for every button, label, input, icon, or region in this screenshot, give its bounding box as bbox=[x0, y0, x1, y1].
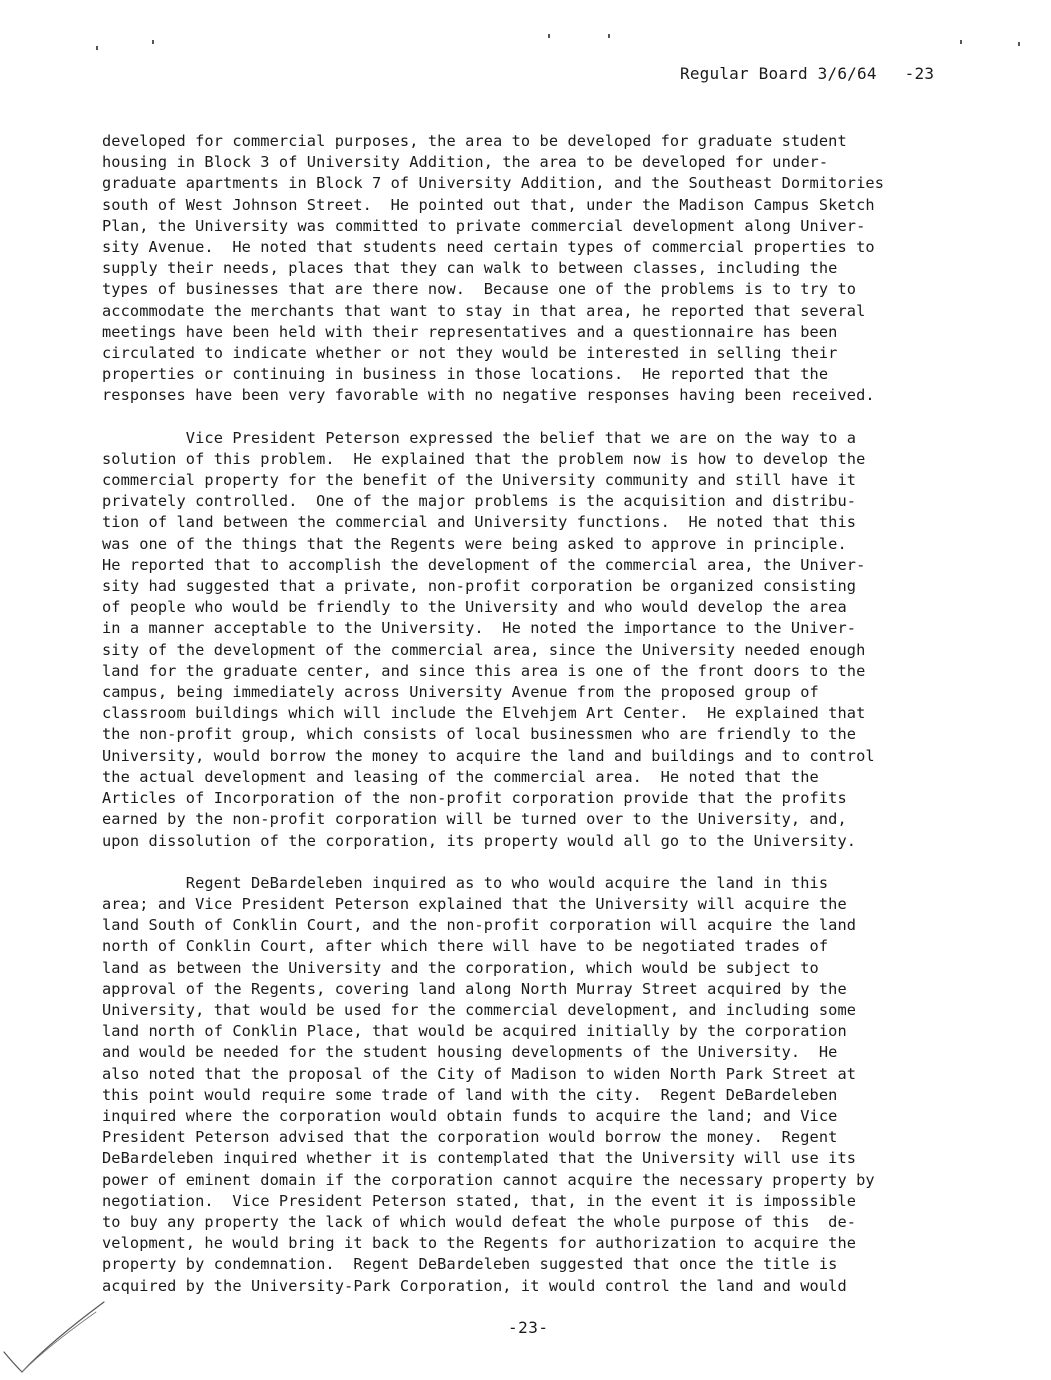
text-line: He reported that to accomplish the development of the commercial area, the Univer- bbox=[102, 555, 866, 574]
paragraph bbox=[102, 131, 1002, 407]
text-line: tion of land between the commercial and University functions. He noted that this bbox=[102, 513, 857, 532]
text-line: meetings have been held with their representatives and a questionnaire has been bbox=[102, 322, 838, 341]
text-line: commercial property for the benefit of the University community and still have it bbox=[102, 471, 857, 490]
text-line: President Peterson advised that the corporation would borrow the money. Regent bbox=[102, 1128, 838, 1147]
pencil-check-mark bbox=[0, 1290, 110, 1380]
text-line: classroom buildings which will include the Elvehjem Art Center. He explained that bbox=[102, 704, 866, 723]
text-line: privately controlled. One of the major problems is the acquisition and distribu- bbox=[102, 492, 857, 511]
text-line: properties or continuing in business in those locations. He reported that the bbox=[102, 365, 829, 384]
text-line: in a manner acceptable to the University. He noted the importance to the Univer- bbox=[102, 619, 857, 638]
scan-speck bbox=[1018, 42, 1020, 46]
text-line: sity of the development of the commercial area, since the University needed enough bbox=[102, 640, 866, 659]
text-line: developed for commercial purposes, the area to be developed for graduate student bbox=[102, 132, 847, 150]
text-line: acquired by the University-Park Corporation, it would control the land and would bbox=[102, 1276, 847, 1295]
text-line: velopment, he would bring it back to the Regents for authorization to acquire the bbox=[102, 1234, 857, 1253]
text-line: also noted that the proposal of the City of Madison to widen North Park Street at bbox=[102, 1064, 857, 1083]
paragraph bbox=[102, 873, 1002, 1297]
text-line: land South of Conklin Court, and the non-profit corporation will acquire the land bbox=[102, 916, 857, 935]
text-line: sity had suggested that a private, non-profit corporation be organized consisting bbox=[102, 577, 857, 596]
text-line: south of West Johnson Street. He pointed out that, under the Madison Campus Sketch bbox=[102, 195, 875, 214]
text-line: power of eminent domain if the corporation cannot acquire the necessary property by bbox=[102, 1170, 875, 1189]
text-line: sity Avenue. He noted that students need certain types of commercial properties to bbox=[102, 238, 875, 257]
text-line: upon dissolution of the corporation, its property would all go to the University. bbox=[102, 831, 857, 850]
text-line: of people who would be friendly to the University and who would develop the area bbox=[102, 598, 847, 617]
scan-speck bbox=[608, 34, 610, 38]
scan-speck bbox=[152, 40, 154, 44]
text-line: was one of the things that the Regents were being asked to approve in principle. bbox=[102, 534, 847, 553]
header-title: Regular Board 3/6/64 bbox=[680, 64, 877, 83]
scan-speck bbox=[96, 46, 98, 50]
header-page-ref: -23 bbox=[904, 64, 935, 83]
text-line: responses have been very favorable with no negative responses having been received. bbox=[102, 386, 875, 405]
text-line: to buy any property the lack of which would defeat the whole purpose of this de- bbox=[102, 1212, 857, 1231]
text-line: this point would require some trade of land with the city. Regent DeBardeleben bbox=[102, 1085, 838, 1104]
text-line: land for the graduate center, and since this area is one of the front doors to the bbox=[102, 661, 866, 680]
text-line: types of businesses that are there now. Because one of the problems is to try to bbox=[102, 280, 857, 299]
text-line: and would be needed for the student housing developments of the University. He bbox=[102, 1043, 838, 1062]
text-line: approval of the Regents, covering land along North Murray Street acquired by the bbox=[102, 979, 847, 998]
text-line: Regent DeBardeleben inquired as to who would acquire the land in this bbox=[102, 873, 829, 892]
text-line: housing in Block 3 of University Addition, the area to be developed for under- bbox=[102, 153, 829, 172]
text-line: University, that would be used for the commercial development, and including some bbox=[102, 1000, 857, 1019]
text-line: earned by the non-profit corporation will be turned over to the University, and, bbox=[102, 810, 847, 829]
text-line: supply their needs, places that they can walk to between classes, including the bbox=[102, 259, 838, 278]
text-line: solution of this problem. He explained that the problem now is how to develop the bbox=[102, 449, 866, 468]
text-line: land north of Conklin Place, that would be acquired initially by the corporation bbox=[102, 1022, 847, 1041]
text-line: Vice President Peterson expressed the belief that we are on the way to a bbox=[102, 428, 857, 447]
document-body bbox=[102, 131, 1002, 1318]
text-line: the non-profit group, which consists of local businessmen who are friendly to the bbox=[102, 725, 857, 744]
text-line: the actual development and leasing of the commercial area. He noted that the bbox=[102, 767, 819, 786]
page-header bbox=[680, 64, 934, 83]
text-line: negotiation. Vice President Peterson stated, that, in the event it is impossible bbox=[102, 1191, 857, 1210]
text-line: north of Conklin Court, after which there will have to be negotiated trades of bbox=[102, 937, 829, 956]
text-line: area; and Vice President Peterson explained that the University will acquire the bbox=[102, 894, 847, 913]
text-line: University, would borrow the money to acquire the land and buildings and to control bbox=[102, 746, 875, 765]
text-line: Articles of Incorporation of the non-profit corporation provide that the profits bbox=[102, 789, 847, 808]
text-line: Plan, the University was committed to private commercial development along Univer- bbox=[102, 216, 866, 235]
text-line: land as between the University and the corporation, which would be subject to bbox=[102, 958, 819, 977]
paragraph bbox=[102, 428, 1002, 852]
page-footer-number: -23- bbox=[508, 1318, 549, 1337]
scan-speck bbox=[548, 34, 550, 38]
scan-speck bbox=[960, 40, 962, 44]
text-line: accommodate the merchants that want to stay in that area, he reported that several bbox=[102, 301, 866, 320]
text-line: DeBardeleben inquired whether it is contemplated that the University will use its bbox=[102, 1149, 857, 1168]
text-line: inquired where the corporation would obtain funds to acquire the land; and Vice bbox=[102, 1106, 838, 1125]
text-line: campus, being immediately across University Avenue from the proposed group of bbox=[102, 683, 819, 702]
text-line: circulated to indicate whether or not they would be interested in selling their bbox=[102, 344, 838, 363]
text-line: property by condemnation. Regent DeBardeleben suggested that once the title is bbox=[102, 1255, 838, 1274]
text-line: graduate apartments in Block 7 of University Addition, and the Southeast Dormitories bbox=[102, 174, 884, 193]
